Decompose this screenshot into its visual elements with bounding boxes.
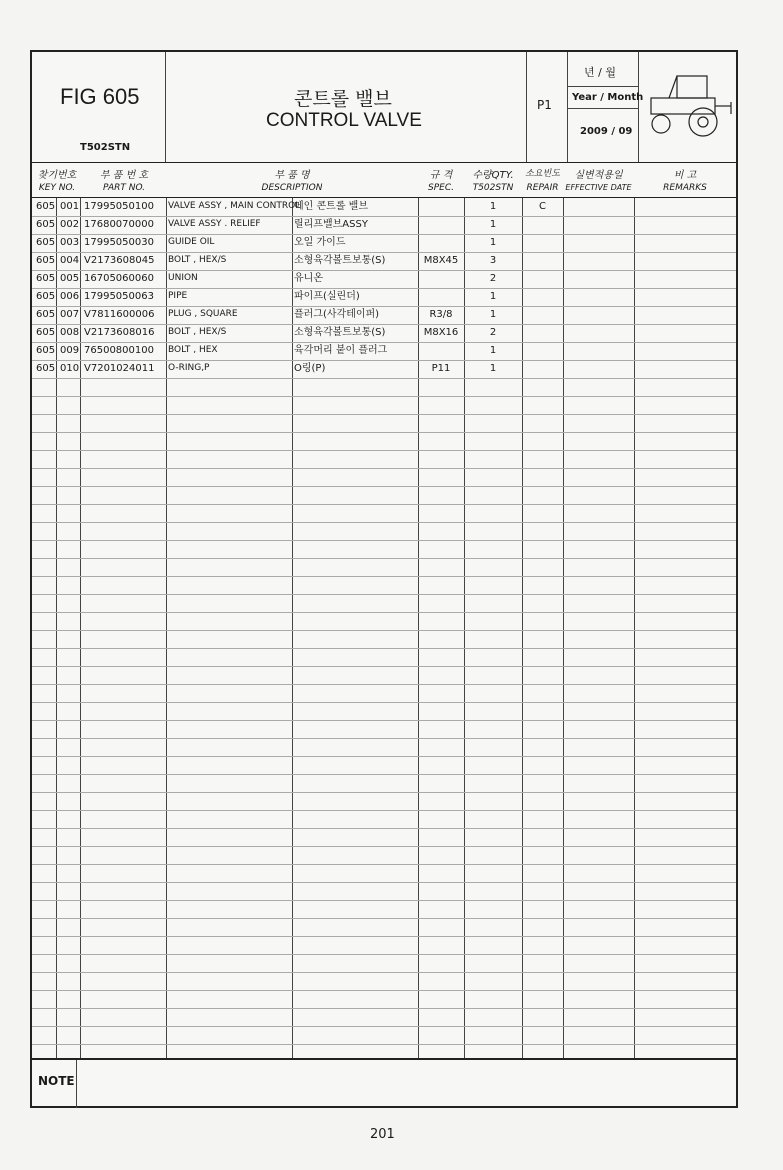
fig-number: FIG 605 [60,84,140,109]
description-ko-cell: 메인 콘트롤 밸브 [294,201,368,212]
qty-header-en: T502STN [472,183,514,193]
header-page-cell [527,52,568,162]
description-ko-cell: 파이프(실린더) [294,291,360,302]
key-cell: 005 [60,273,80,284]
row-divider [32,864,736,865]
row-divider [32,990,736,991]
fig-cell: 605 [36,327,56,338]
fig-cell: 605 [36,201,56,212]
key-cell: 008 [60,327,80,338]
description-en-cell: O-RING,P [168,363,210,373]
qty-cell: 1 [489,291,497,302]
table-row[interactable] [32,198,736,216]
description-en-cell: UNION [168,273,198,283]
row-divider [32,756,736,757]
description-ko-cell: 릴리프밸브ASSY [294,219,368,230]
parts-list-sheet [30,50,738,1108]
part-header-ko: 부 품 번 호 [99,170,149,181]
row-divider [32,468,736,469]
row-divider [32,648,736,649]
description-en-cell: PIPE [168,291,188,301]
row-divider [32,432,736,433]
row-divider [32,828,736,829]
row-divider [32,1008,736,1009]
column-header-row [32,162,736,198]
note-area [32,1058,736,1106]
row-divider [32,702,736,703]
table-row[interactable] [32,288,736,306]
row-divider [32,774,736,775]
model-label: T502STN [80,142,131,153]
description-ko-cell: 육각머리 붙이 플러그 [294,345,388,356]
table-row[interactable] [32,360,736,378]
row-divider [32,1026,736,1027]
description-ko-cell: 오일 가이드 [294,237,346,248]
desc-header-ko: 부 품 명 [274,170,310,181]
row-divider [32,414,736,415]
table-row[interactable] [32,324,736,342]
part-number-cell: V7811600006 [84,309,155,320]
qty-cell: 1 [489,201,497,212]
part-number-cell: 17995050063 [84,291,154,302]
row-divider [32,630,736,631]
page-code: P1 [537,98,552,112]
spec-cell: P11 [431,363,451,374]
key-cell: 010 [60,363,80,374]
description-en-cell: VALVE ASSY , MAIN CONTROL [168,201,301,211]
row-divider [32,792,736,793]
row-divider [32,936,736,937]
repair-header-en: REPAIR [526,183,559,193]
table-row[interactable] [32,306,736,324]
key-cell: 006 [60,291,80,302]
desc-header-en: DESCRIPTION [261,183,323,193]
fig-cell: 605 [36,363,56,374]
qty-cell: 1 [489,345,497,356]
fig-cell: 605 [36,255,56,266]
table-row[interactable] [32,216,736,234]
fig-cell: 605 [36,273,56,284]
qty-cell: 2 [489,327,497,338]
title-korean: 콘트롤 밸브 [294,88,392,110]
description-ko-cell: 플러그(사각테이퍼) [294,309,380,320]
qty-cell: 1 [489,237,497,248]
row-divider [32,972,736,973]
key-cell: 002 [60,219,80,230]
row-divider [32,486,736,487]
row-divider [32,396,736,397]
table-row[interactable] [32,252,736,270]
year-month-korean: 년 / 월 [584,66,616,79]
spec-cell: R3/8 [429,309,453,320]
part-number-cell: 17680070000 [84,219,154,230]
parts-table-rows [32,198,736,378]
qty-cell: 3 [489,255,497,266]
description-en-cell: BOLT , HEX/S [168,327,227,337]
part-number-cell: 16705060060 [84,273,154,284]
part-number-cell: V2173608045 [84,255,155,266]
part-number-cell: 76500800100 [84,345,154,356]
description-en-cell: BOLT , HEX/S [168,255,227,265]
qty-cell: 1 [489,309,497,320]
year-month-english: Year / Month [572,92,644,103]
fig-cell: 605 [36,309,56,320]
header-fig-cell [32,52,166,162]
part-number-cell: 17995050030 [84,237,154,248]
row-divider [32,954,736,955]
fig-cell: 605 [36,237,56,248]
row-divider [32,1044,736,1045]
description-en-cell: BOLT , HEX [168,345,218,355]
key-cell: 001 [60,201,80,212]
fig-cell: 605 [36,219,56,230]
title-english: CONTROL VALVE [266,110,422,131]
part-number-cell: 17995050100 [84,201,154,212]
row-divider [32,594,736,595]
description-en-cell: GUIDE OIL [168,237,215,247]
description-en-cell: VALVE ASSY . RELIEF [168,219,261,229]
page-number: 201 [370,1127,395,1142]
description-en-cell: PLUG , SQUARE [168,309,238,319]
row-divider [32,810,736,811]
part-number-cell: V2173608016 [84,327,155,338]
row-divider [32,666,736,667]
key-header-ko: 찾기번호 [37,170,77,181]
effective-header-en: EFFECTIVE DATE [565,183,632,192]
row-divider [32,522,736,523]
spec-header-ko: 규 격 [429,170,453,181]
row-divider [32,576,736,577]
spec-cell: M8X45 [423,255,459,266]
qty-cell: 2 [489,273,497,284]
row-divider [32,540,736,541]
fig-cell: 605 [36,291,56,302]
row-divider [32,846,736,847]
spec-header-en: SPEC. [428,183,454,193]
table-row[interactable] [32,270,736,288]
effective-header-ko: 실변적용일 [574,170,623,181]
row-divider [32,720,736,721]
qty-header-ko: 수량QTY. [472,170,514,181]
row-divider [32,612,736,613]
header-date-cell [568,52,644,162]
key-cell: 004 [60,255,80,266]
remarks-header-en: REMARKS [663,183,707,193]
row-divider [32,900,736,901]
row-divider [32,882,736,883]
key-cell: 003 [60,237,80,248]
header-title-cell [166,52,527,162]
row-divider [32,918,736,919]
description-ko-cell: 소형육각볼트보통(S) [294,327,386,338]
effective-date-value: 2009 / 09 [580,126,633,137]
part-header-en: PART NO. [102,183,146,193]
qty-cell: 1 [489,363,497,374]
row-divider [32,684,736,685]
description-ko-cell: O링(P) [294,363,326,374]
repair-cell: C [539,201,546,212]
qty-cell: 1 [489,219,497,230]
remarks-header-ko: 비 고 [673,170,697,181]
key-header-en: KEY NO. [38,183,76,193]
repair-header-ko: 소요빈도 [525,169,560,179]
row-divider [32,450,736,451]
spec-cell: M8X16 [423,327,459,338]
note-label: NOTE [38,1074,75,1088]
fig-cell: 605 [36,345,56,356]
table-row[interactable] [32,342,736,360]
row-divider [32,738,736,739]
part-number-cell: V7201024011 [84,363,155,374]
tractor-icon [639,52,738,162]
description-ko-cell: 소형육각볼트보통(S) [294,255,386,266]
key-cell: 009 [60,345,80,356]
description-ko-cell: 유니온 [294,273,323,284]
key-cell: 007 [60,309,80,320]
table-row[interactable] [32,234,736,252]
row-divider [32,504,736,505]
row-divider [32,558,736,559]
row-divider [32,378,736,379]
